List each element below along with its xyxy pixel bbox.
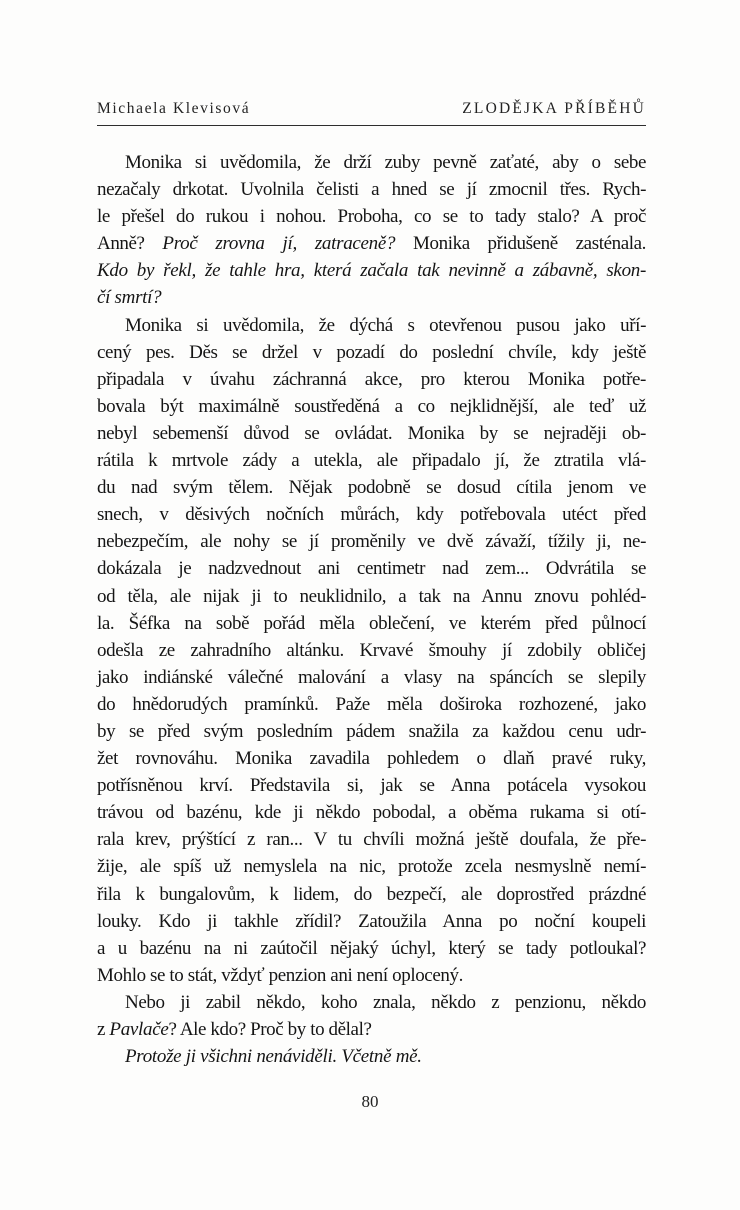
text-segment: potřísněnou krví. Představila si, jak se Anna potácela vysokou [97,775,646,797]
text-line [97,881,646,908]
italic-text-segment: Kdo by řekl, že tahle hra, která začala tak nevinně a zábavně, skon- [97,260,646,282]
text-segment: Nebo ji zabil někdo, koho znala, někdo z penzionu, někdo [125,991,646,1013]
text-segment: řila k bungalovům, k lidem, do bezpečí, ale doprostřed prázdné [97,883,646,905]
text-segment: připadala v úvahu záchranná akce, pro kterou Monika potře- [97,368,646,390]
text-line [97,718,646,745]
text-segment: la. Šéfka na sobě pořád měla oblečení, ve kterém před půlnocí [97,612,646,634]
text-line [97,1016,646,1043]
italic-text-segment: čí smrtí? [97,287,162,309]
text-segment: Monika si uvědomila, že drží zuby pevně zaťaté, aby o sebe [125,152,646,173]
text-segment: louky. Kdo ji takhle zřídil? Zatoužila Anna po noční koupeli [97,910,646,932]
text-segment: z [97,1019,110,1040]
text-line [97,203,646,230]
text-segment: odešla ze zahradního altánku. Krvavé šmouhy jí zdobily obličej [97,639,646,661]
italic-text-segment: Protože ji všichni nenáviděli. Včetně mě. [125,1046,422,1068]
text-segment: rátila k mrtvole zády a utekla, ale připadalo jí, že ztratila vlá- [97,450,646,472]
text-line [97,149,646,176]
paragraph [97,1043,646,1070]
text-line [97,935,646,962]
text-segment: žet rovnováhu. Monika zavadila pohledem o dlaň pravé ruky, [97,748,646,770]
paragraph [97,149,646,312]
text-segment: Monika přidušeně zasténala. [395,233,647,255]
text-line [97,1043,646,1070]
running-head [97,98,646,126]
text-segment: žije, ale spíš už nemyslela na nic, protože zcela nesmyslně nemí- [97,856,646,878]
text-segment: le přešel do rukou i nohou. Proboha, co se to tady stalo? A proč [97,206,646,228]
text-segment: du nad svým tělem. Nějak podobně se dosud cítila jenom ve [97,477,646,499]
text-segment: nebyl sebemenší důvod se ovládat. Monika by se nejraději ob- [97,422,646,444]
text-line [97,312,646,339]
text-line [97,664,646,691]
text-segment: Anně? [97,233,163,255]
text-line [97,176,646,203]
page-number: 80 [361,1092,379,1111]
running-head-author: Michaela Klevisová [97,100,251,117]
text-line [97,745,646,772]
text-segment: trávou od bazénu, kde ji někdo pobodal, a oběma rukama si otí- [97,802,646,824]
text-segment: Monika si uvědomila, že dýchá s otevřenou pusou jako uří- [125,314,646,336]
paragraph [97,989,646,1043]
text-line [97,826,646,853]
text-segment: nezačaly drkotat. Uvolnila čelisti a hned se jí zmocnil třes. Rych- [97,179,646,201]
text-segment: bovala být maximálně soustředěná a co nejklidnější, ale teď už [97,395,646,417]
text-line [97,799,646,826]
text-line [97,583,646,610]
text-block [97,149,646,1070]
italic-text-segment: Proč zrovna jí, zatraceně? [162,233,396,255]
page-content [97,98,646,1070]
text-segment: jako indiánské válečné malování a vlasy na spáncích se slepily [97,666,646,688]
text-line [97,691,646,718]
text-segment: do hnědorudých pramínků. Paže měla doširoka rozhozené, jako [97,693,646,715]
text-line [97,908,646,935]
text-line [97,962,646,989]
text-line [97,989,646,1016]
text-segment: by se před svým posledním pádem snažila za každou cenu udr- [97,720,646,742]
text-line [97,366,646,393]
text-line [97,257,646,284]
text-line [97,772,646,799]
paragraph [97,312,646,989]
text-segment: snech, v děsivých nočních můrách, kdy potřebovala utéct před [97,504,646,526]
text-line [97,420,646,447]
text-line [97,447,646,474]
text-segment: cený pes. Děs se držel v pozadí do poslední chvíle, kdy ještě [97,341,646,363]
text-line [97,528,646,555]
text-line [97,393,646,420]
italic-text-segment: Pavlače [109,1019,169,1040]
text-segment: a u bazénu na ni zaútočil nějaký úchyl, který se tady potloukal? [97,937,646,959]
text-segment: nebezpečím, ale nohy se jí proměnily ve dvě závaží, tížily ji, ne- [97,531,646,553]
text-line [97,501,646,528]
text-line [97,610,646,637]
text-segment: dokázala je nadzvednout ani centimetr nad zem... Odvrátila se [97,558,646,580]
text-line [97,474,646,501]
text-segment: od těla, ale nijak ji to neuklidnilo, a tak na Annu znovu pohléd- [97,585,646,607]
text-segment: ? Ale kdo? Proč by to dělal? [168,1019,372,1040]
text-line [97,284,646,311]
text-segment: Mohlo se to stát, vždyť penzion ani není oplocený. [97,964,463,986]
running-head-book-title: ZLODĚJKA PŘÍBĚHŮ [462,100,646,117]
text-line [97,339,646,366]
text-segment: rala krev, prýštící z ran... V tu chvíli možná ještě doufala, že pře- [97,829,646,851]
text-line [97,555,646,582]
text-line [97,853,646,880]
text-line [97,637,646,664]
text-line [97,230,646,257]
